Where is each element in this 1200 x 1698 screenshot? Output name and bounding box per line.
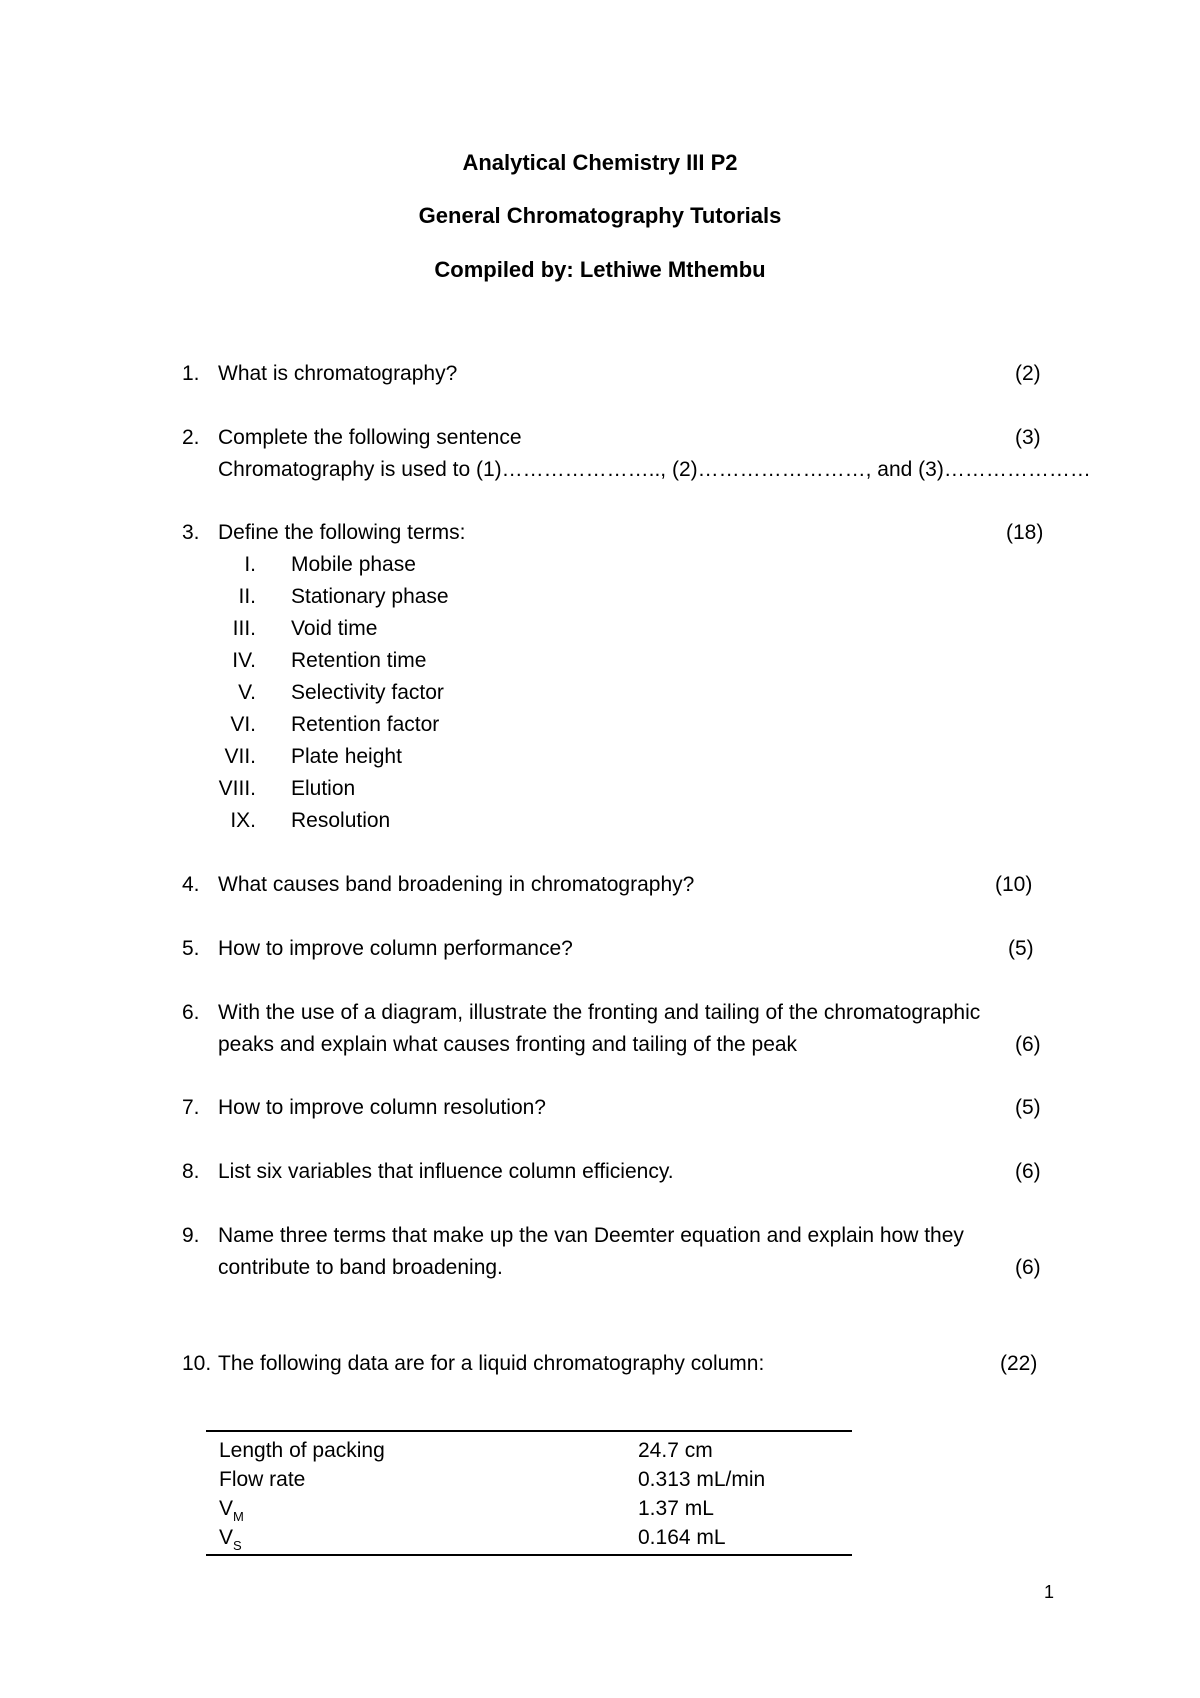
label-subscript: S	[233, 1538, 242, 1553]
question-text: List six variables that influence column efficiency.	[218, 1160, 674, 1183]
question-text: With the use of a diagram, illustrate the fronting and tailing of the chromatographic	[218, 1001, 981, 1024]
term-numeral: VIII.	[218, 777, 256, 800]
question-number: 9.	[182, 1224, 200, 1247]
term-numeral: IX.	[230, 809, 256, 832]
question-number: 2.	[182, 426, 200, 449]
question-marks: (18)	[1006, 521, 1044, 544]
term-label: Void time	[291, 617, 378, 640]
table-cell-value: 1.37 mL	[638, 1497, 714, 1520]
table-cell-label: Length of packing	[219, 1439, 385, 1462]
term-numeral: I.	[244, 553, 256, 576]
label-main: V	[219, 1497, 234, 1520]
page-number: 1	[1044, 1582, 1055, 1602]
question-marks: (6)	[1015, 1033, 1041, 1056]
term-numeral: VII.	[224, 745, 256, 768]
question-text: The following data are for a liquid chromatography column:	[218, 1352, 765, 1375]
question-marks: (6)	[1015, 1256, 1041, 1279]
document-title: Analytical Chemistry III P2	[462, 150, 738, 175]
term-numeral: II.	[238, 585, 256, 608]
question-number: 1.	[182, 362, 200, 385]
term-numeral: VI.	[230, 713, 256, 736]
question-text: Define the following terms:	[218, 521, 466, 544]
table-cell-value: 24.7 cm	[638, 1439, 713, 1462]
term-label: Plate height	[291, 745, 402, 768]
term-label: Retention time	[291, 649, 427, 672]
question-marks: (5)	[1015, 1096, 1041, 1119]
term-label: Mobile phase	[291, 553, 416, 576]
term-label: Selectivity factor	[291, 681, 444, 704]
term-numeral: IV.	[232, 649, 256, 672]
table-cell-label	[219, 1523, 242, 1554]
term-numeral: III.	[232, 617, 256, 640]
question-marks: (6)	[1015, 1160, 1041, 1183]
question-marks: (10)	[995, 873, 1033, 896]
term-numeral: V.	[238, 681, 256, 704]
table-row	[206, 1465, 852, 1494]
question-marks: (2)	[1015, 362, 1041, 385]
label-subscript: M	[233, 1509, 244, 1524]
question-text: How to improve column resolution?	[218, 1096, 546, 1119]
table-cell-label	[219, 1494, 244, 1525]
question-number: 3.	[182, 521, 200, 544]
question-number: 7.	[182, 1096, 200, 1119]
question-text: How to improve column performance?	[218, 937, 573, 960]
term-label: Retention factor	[291, 713, 440, 736]
table-cell-label: Flow rate	[219, 1468, 306, 1491]
question-text: Complete the following sentence	[218, 426, 522, 449]
term-label: Elution	[291, 777, 356, 800]
question-text-continued: contribute to band broadening.	[218, 1256, 503, 1279]
question-number: 6.	[182, 1001, 200, 1024]
question-number: 10.	[182, 1352, 212, 1375]
column-data-table	[206, 1430, 852, 1556]
table-cell-value: 0.313 mL/min	[638, 1468, 766, 1491]
question-number: 5.	[182, 937, 200, 960]
question-number: 4.	[182, 873, 200, 896]
question-marks: (5)	[1008, 937, 1034, 960]
table-cell-value: 0.164 mL	[638, 1526, 726, 1549]
question-marks: (22)	[1000, 1352, 1038, 1375]
table-row	[206, 1494, 852, 1523]
label-main: V	[219, 1526, 234, 1549]
question-marks: (3)	[1015, 426, 1041, 449]
term-label: Stationary phase	[291, 585, 449, 608]
question-text: What causes band broadening in chromatography?	[218, 873, 695, 896]
question-text: Name three terms that make up the van Deemter equation and explain how they	[218, 1224, 964, 1247]
question-text-continued: peaks and explain what causes fronting and tailing of the peak	[218, 1033, 798, 1056]
question-text: What is chromatography?	[218, 362, 458, 385]
table-row	[206, 1436, 852, 1465]
document-subtitle: General Chromatography Tutorials	[418, 203, 782, 228]
term-label: Resolution	[291, 809, 391, 832]
document-author: Compiled by: Lethiwe Mthembu	[434, 257, 766, 282]
question-number: 8.	[182, 1160, 200, 1183]
table-row	[206, 1523, 852, 1552]
question-text-continued: Chromatography is used to (1)………………….., (2)……………………, and (3)…………………	[218, 458, 1091, 481]
